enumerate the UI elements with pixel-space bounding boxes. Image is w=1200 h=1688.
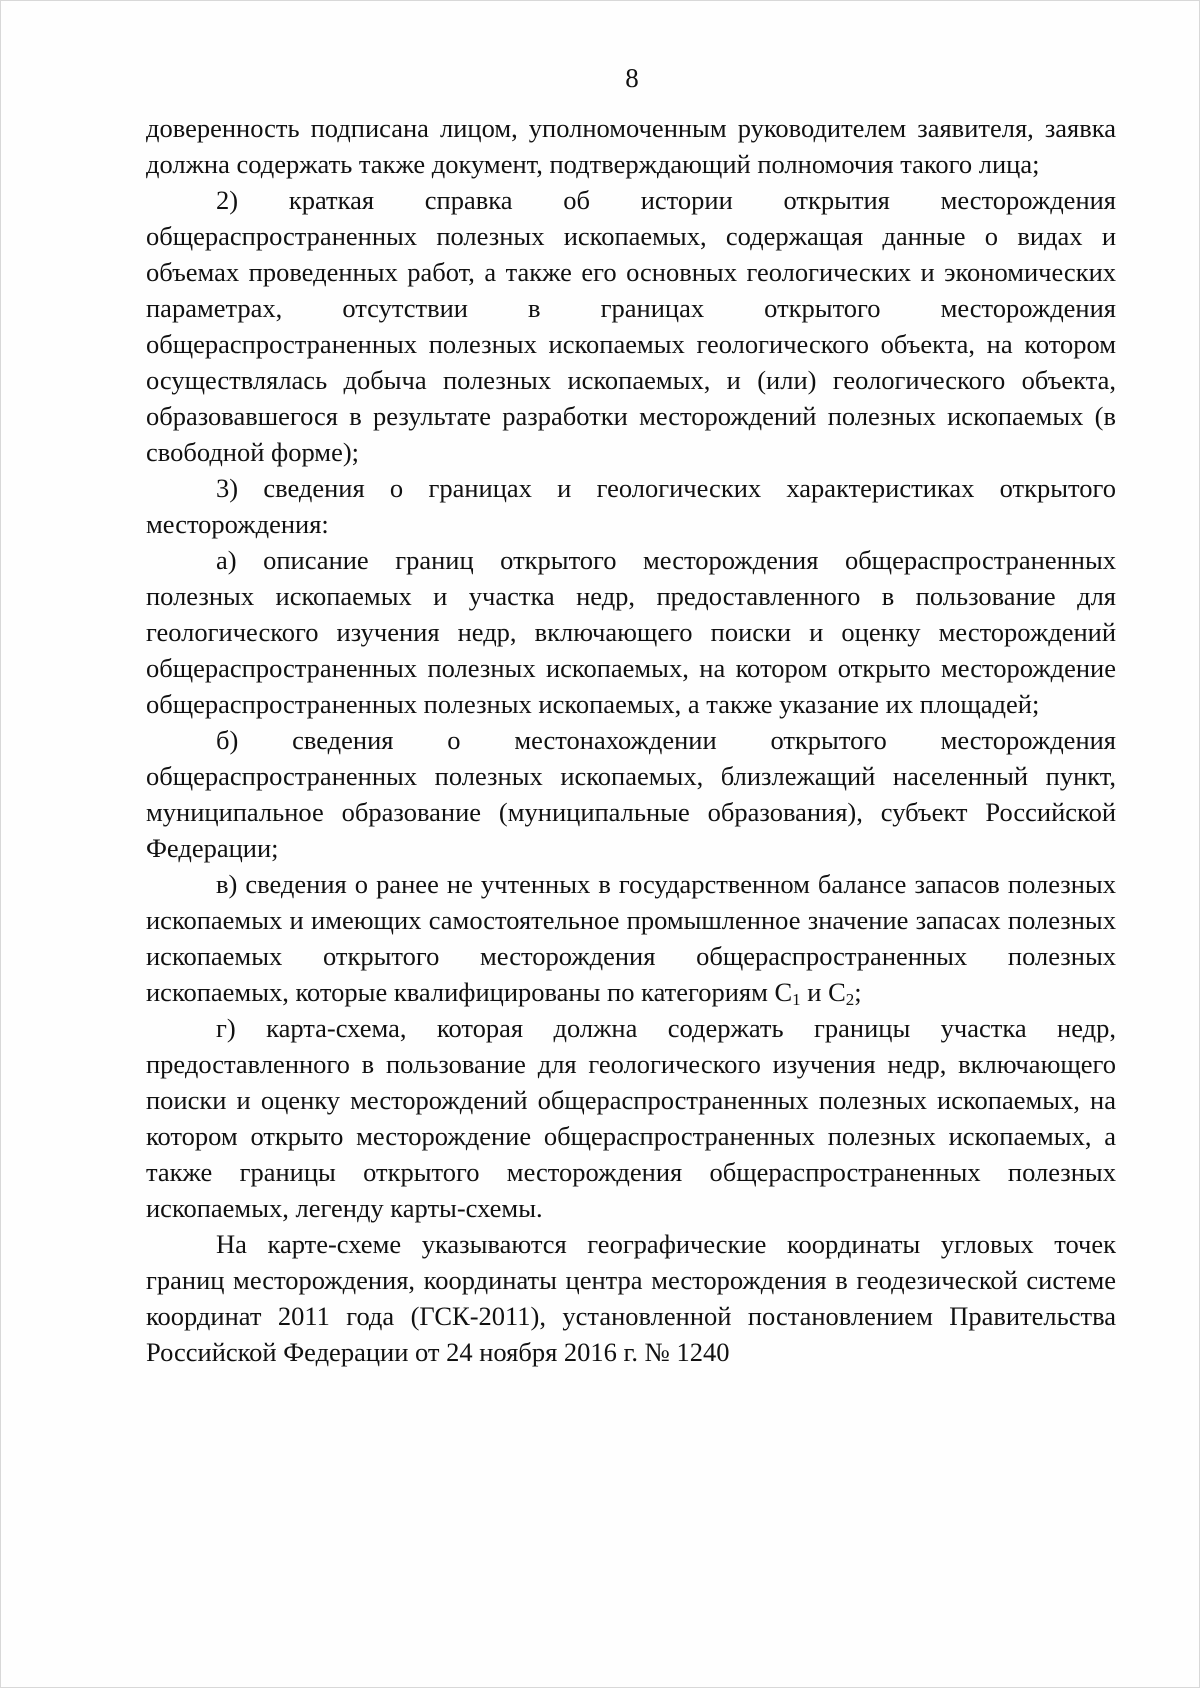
reserves-and: и С: [800, 977, 846, 1007]
reserves-end: ;: [854, 977, 862, 1007]
paragraph-item-3-boundaries: 3) сведения о границах и геологических характеристиках открытого месторождения:: [146, 473, 1116, 539]
paragraph-item-3a-description: а) описание границ открытого месторождения общераспространенных полезных ископаемых и участка недр, предоставленного в пользование для геологического изучения недр, включающего поиски и оценку месторождений общераспространенных полезных ископаемых, на котором открыто месторождение общераспространенных полезных ископаемых, а также указание их площадей;: [146, 545, 1116, 719]
category-subscript-2: 2: [845, 990, 855, 1009]
paragraph-power-of-attorney: доверенность подписана лицом, уполномоченным руководителем заявителя, заявка должна содержать также документ, подтверждающий полномочия такого лица;: [146, 113, 1116, 179]
reserves-text: в) сведения о ранее не учтенных в государственном балансе запасов полезных ископаемых и имеющих самостоятельное промышленное значение запасах полезных ископаемых открытого месторождения общераспространенных полезных ископаемых, которые квалифицированы по категориям С: [146, 869, 1116, 1007]
paragraph-item-3b-location: б) сведения о местонахождении открытого месторождения общераспространенных полезных ископаемых, близлежащий населенный пункт, муниципальное образование (муниципальные образования), субъект Российской Федерации;: [146, 725, 1116, 863]
category-subscript-1: 1: [792, 990, 801, 1009]
page-number: 8: [625, 63, 639, 93]
paragraph-item-2-history: 2) краткая справка об истории открытия месторождения общераспространенных полезных ископаемых, содержащая данные о видах и объемах проведенных работ, а также его основных геологических и экономических параметрах, отсутствии в границах открытого месторождения общераспространенных полезных ископаемых геологического объекта, на котором осуществлялась добыча полезных ископаемых, и (или) геологического объекта, образовавшегося в результате разработки месторождений полезных ископаемых (в свободной форме);: [146, 185, 1116, 467]
paragraph-item-3g-map-scheme: г) карта-схема, которая должна содержать границы участка недр, предоставленного в пользование для геологического изучения недр, включающего поиски и оценку месторождений общераспространенных полезных ископаемых, на котором открыто месторождение общераспространенных полезных ископаемых, а также границы открытого месторождения общераспространенных полезных ископаемых, легенду карты-схемы.: [146, 1013, 1116, 1223]
paragraph-coordinates: На карте-схеме указываются географические координаты угловых точек границ месторождения, координаты центра месторождения в геодезической системе координат 2011 года (ГСК-2011), установленной постановлением Правительства Российской Федерации от 24 ноября 2016 г. № 1240: [146, 1229, 1116, 1367]
paragraph-item-3v-reserves: [146, 866, 1116, 1010]
document-body: [146, 110, 1116, 1370]
